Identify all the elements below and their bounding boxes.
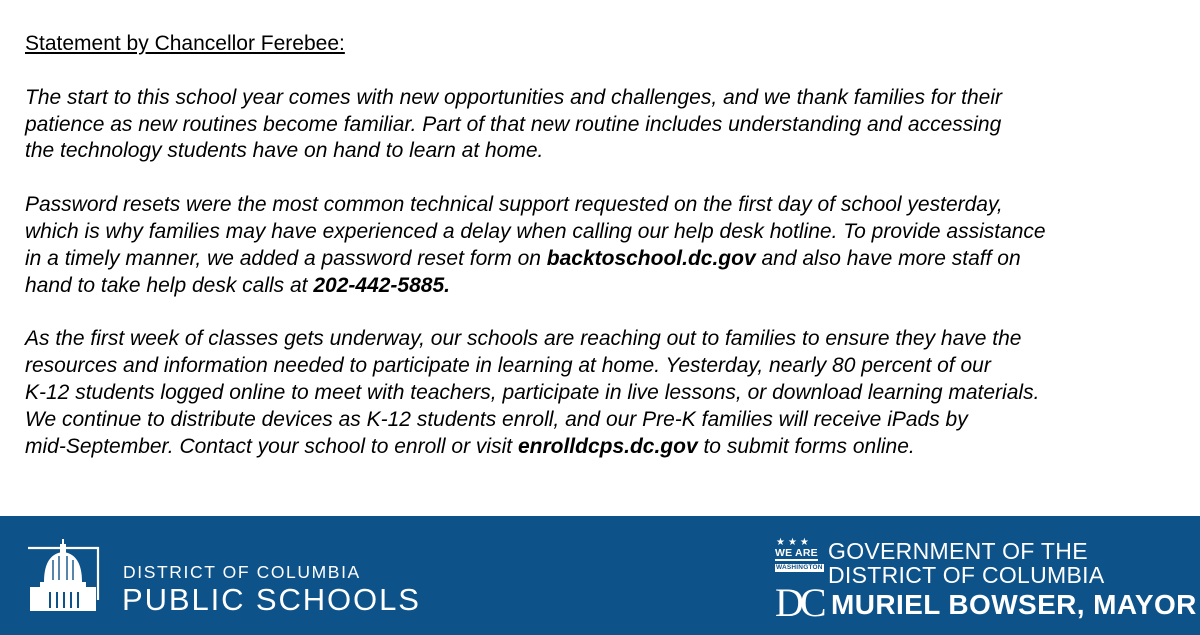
- backtoschool-link[interactable]: backtoschool.dc.gov: [546, 246, 756, 270]
- paragraph-3-text: mid-September. Contact your school to enroll or visit: [25, 434, 518, 458]
- paragraph-1-line: The start to this school year comes with new opportunities and challenges, and we thank families for their: [25, 85, 1003, 109]
- stars-icon: ★★★: [776, 537, 812, 548]
- paragraph-2-line: [25, 246, 1185, 273]
- we-are-washington-badge: [775, 538, 825, 580]
- paragraph-2-text: hand to take help desk calls at: [25, 273, 314, 297]
- paragraph-3-line: resources and information needed to participate in learning at home. Yesterday, nearly 80 percent of our: [25, 354, 991, 378]
- paragraph-3-line: As the first week of classes gets underway, our schools are reaching out to families to ensure they have the: [25, 327, 1022, 351]
- paragraph-3-line: [25, 434, 1185, 461]
- footer-banner: [0, 516, 1200, 635]
- paragraph-2-line: which is why families may have experienced a delay when calling our help desk hotline. To provide assistance: [25, 219, 1046, 243]
- paragraph-2-line: [25, 273, 1185, 300]
- paragraph-3-text: to submit forms online.: [697, 434, 915, 458]
- dcps-public-schools-label: PUBLIC SCHOOLS: [122, 582, 421, 617]
- capitol-dome-icon: [24, 538, 104, 618]
- paragraph-2-text: and also have more staff on: [755, 246, 1021, 270]
- paragraph-2: [25, 192, 1185, 299]
- paragraph-3-line: K-12 students logged online to meet with teachers, participate in live lessons, or download learning materials.: [25, 380, 1040, 404]
- mayor-name-label: MURIEL BOWSER, MAYOR: [831, 589, 1197, 620]
- government-of-the-label: GOVERNMENT OF THE: [828, 538, 1088, 564]
- dc-government-logo: [775, 537, 1197, 623]
- washington-label: WASHINGTON: [776, 564, 823, 571]
- district-of-columbia-label: DISTRICT OF COLUMBIA: [828, 562, 1105, 588]
- statement-heading: Statement by Chancellor Ferebee:: [25, 32, 345, 55]
- paragraph-1: [25, 85, 1185, 165]
- help-desk-phone: 202-442-5885.: [313, 273, 450, 297]
- statement: [25, 31, 1185, 487]
- paragraph-3: [25, 326, 1185, 460]
- paragraph-1-line: the technology students have on hand to learn at home.: [25, 139, 544, 163]
- enrolldcps-link[interactable]: enrolldcps.dc.gov: [517, 434, 698, 458]
- paragraph-2-text: in a timely manner, we added a password reset form on: [25, 246, 547, 270]
- we-are-label: WE ARE: [775, 547, 818, 559]
- paragraph-3-line: We continue to distribute devices as K-12 students enroll, and our Pre-K families will receive iPads by: [25, 407, 968, 431]
- paragraph-2-line: Password resets were the most common technical support requested on the first day of school yesterday,: [25, 193, 1003, 217]
- dc-monogram-text: DC: [775, 583, 823, 619]
- dc-monogram-icon: [775, 583, 830, 619]
- paragraph-1-line: patience as new routines become familiar. Part of that new routine includes understanding and accessing: [25, 112, 1002, 136]
- dcps-district-label: DISTRICT OF COLUMBIA: [123, 562, 361, 582]
